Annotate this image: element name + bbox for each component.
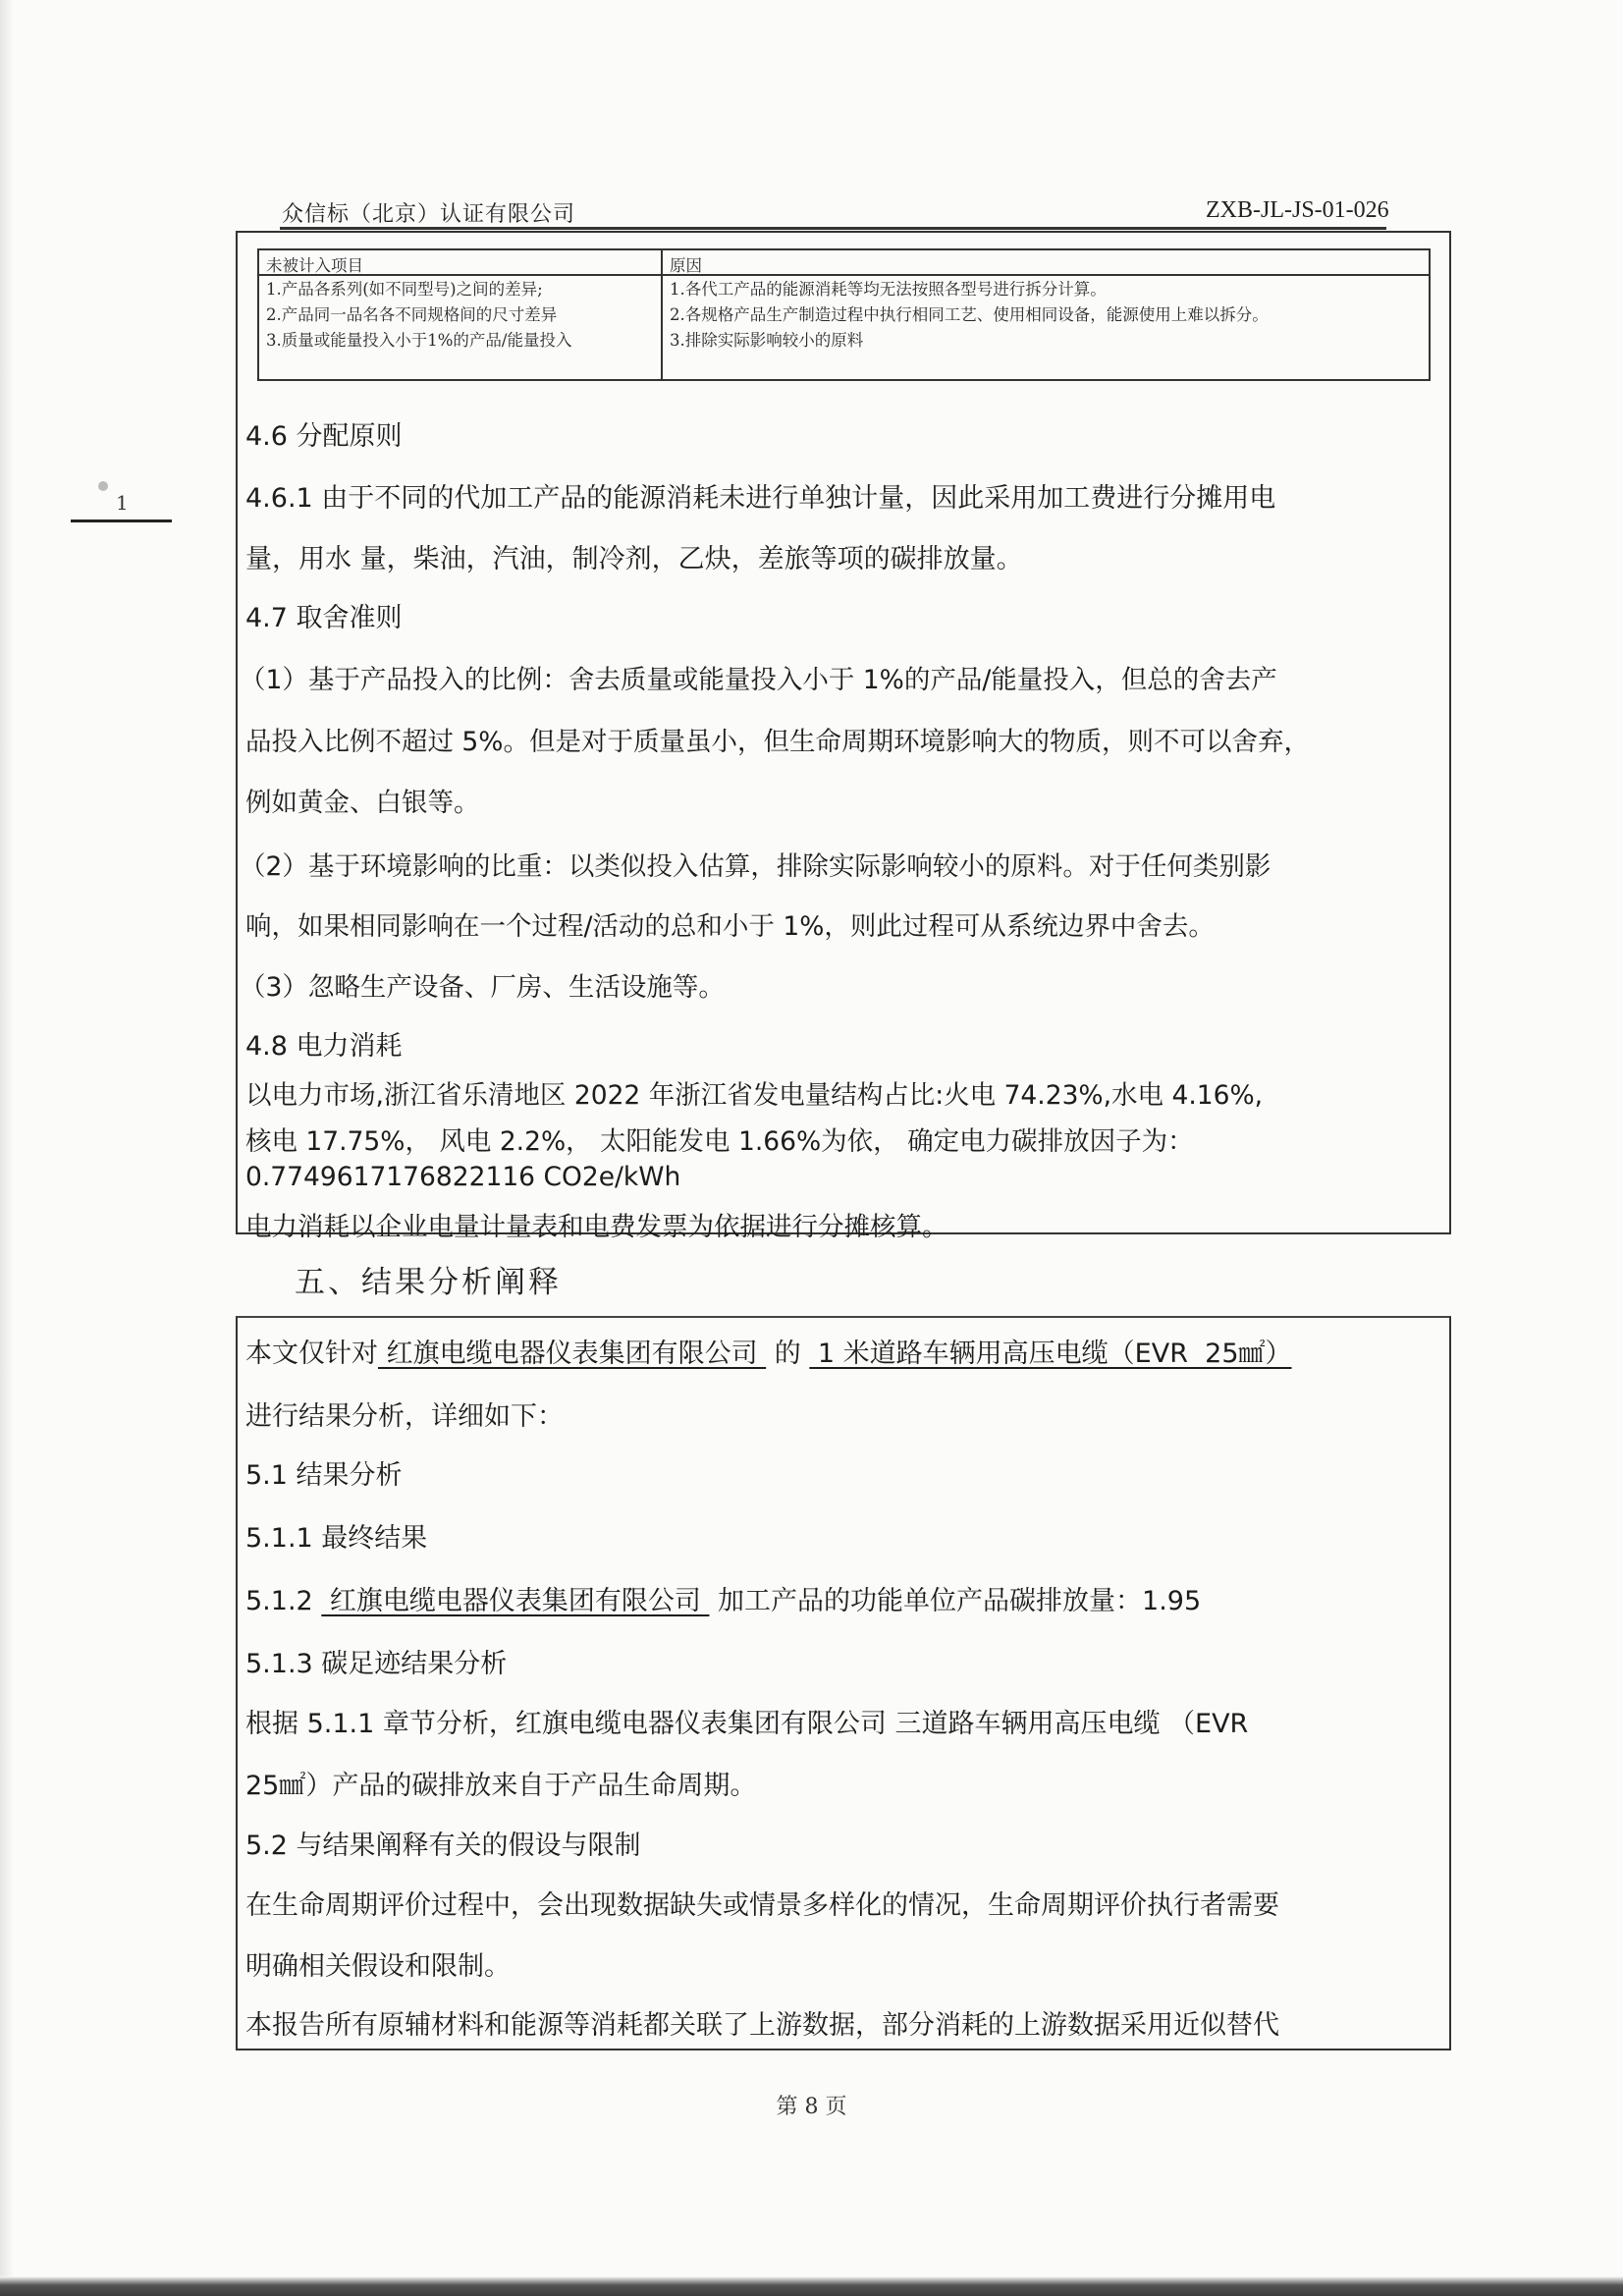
section-5-1-3-title: 5.1.3 碳足迹结果分析 bbox=[245, 1649, 508, 1679]
power-line2: 核电 17.75%， 风电 2.2%， 太阳能发电 1.66%为依， 确定电力碳排放因子为： bbox=[245, 1126, 1194, 1157]
table-row bbox=[266, 277, 571, 354]
section-5-1-title: 5.1 结果分析 bbox=[245, 1460, 403, 1491]
intro-mid: 的 bbox=[766, 1339, 810, 1369]
section-5-2-title: 5.2 与结果阐释有关的假设与限制 bbox=[245, 1831, 641, 1861]
table-cell-reason: 2.各规格产品生产制造过程中执行相同工艺、使用相同设备，能源使用上难以拆分。 bbox=[670, 305, 1269, 324]
table-header-reason: 原因 bbox=[670, 256, 702, 275]
header-rule bbox=[280, 227, 1386, 230]
table-cell-item: 3.质量或能量投入小于1%的产品/能量投入 bbox=[266, 331, 572, 350]
criterion-1-line1: （1）基于产品投入的比例：舍去质量或能量投入小于 1%的产品/能量投入，但总的舍去产 bbox=[240, 665, 1277, 695]
section-5-1-1-title: 5.1.1 最终结果 bbox=[245, 1523, 428, 1554]
section-5-2-line3: 本报告所有原辅材料和能源等消耗都关联了上游数据，部分消耗的上游数据采用近似替代 bbox=[245, 2010, 1279, 2041]
scan-bottom-shadow bbox=[0, 2276, 1623, 2296]
section-5-2-line1: 在生命周期评价过程中，会出现数据缺失或情景多样化的情况，生命周期评价执行者需要 bbox=[245, 1890, 1279, 1921]
margin-mark-number: 1 bbox=[116, 491, 129, 515]
intro-company-underlined: 红旗电缆电器仪表集团有限公司 bbox=[378, 1339, 767, 1369]
intro-prefix: 本文仅针对 bbox=[245, 1339, 378, 1369]
section-4-6-1-line2: 量，用水 量，柴油，汽油，制冷剂，乙炔，差旅等项的碳排放量。 bbox=[245, 544, 1023, 574]
exclusion-table bbox=[257, 248, 1431, 381]
table-header-excluded-items: 未被计入项目 bbox=[266, 256, 363, 275]
criterion-2-line1: （2）基于环境影响的比重：以类似投入估算，排除实际影响较小的原料。对于任何类别影 bbox=[240, 851, 1271, 882]
binding-hole-icon bbox=[98, 481, 108, 491]
scan-edge-shadow bbox=[0, 0, 14, 2296]
criterion-1-line2: 品投入比例不超过 5%。但是对于质量虽小，但生命周期环境影响大的物质，则不可以舍弃， bbox=[245, 727, 1310, 757]
header-doc-code: ZXB-JL-JS-01-026 bbox=[1206, 197, 1389, 223]
section5-intro-line1 bbox=[245, 1332, 1292, 1370]
header-company: 众信标（北京）认证有限公司 bbox=[282, 202, 576, 227]
section-4-8-title: 4.8 电力消耗 bbox=[245, 1031, 403, 1062]
power-line4: 电力消耗以企业电量计量表和电费发票为依据进行分摊核算。 bbox=[245, 1212, 948, 1242]
table-cell-item: 1.产品各系列(如不同型号)之间的差异; bbox=[266, 280, 543, 299]
table-cell-reason: 1.各代工产品的能源消耗等均无法按照各型号进行拆分计算。 bbox=[670, 280, 1107, 299]
page-number: 第 8 页 bbox=[776, 2095, 847, 2119]
section-4-6-title: 4.6 分配原则 bbox=[245, 421, 403, 452]
section-4-6-1-line1: 4.6.1 由于不同的代加工产品的能源消耗未进行单独计量，因此采用加工费进行分摊用电 bbox=[245, 483, 1276, 514]
section5-intro-line2: 进行结果分析，详细如下： bbox=[245, 1401, 564, 1432]
margin-mark-rule bbox=[71, 519, 172, 522]
power-line1: 以电力市场,浙江省乐清地区 2022 年浙江省发电量结构占比:火电 74.23%,水电 4.16%, bbox=[245, 1080, 1264, 1111]
table-cell-item: 2.产品同一品名各不同规格间的尺寸差异 bbox=[266, 305, 558, 324]
s512-prefix: 5.1.2 bbox=[245, 1586, 322, 1616]
section-5-1-2-line bbox=[245, 1579, 1201, 1617]
table-cell-reason: 3.排除实际影响较小的原料 bbox=[670, 331, 864, 350]
table-header-row bbox=[259, 250, 1429, 276]
criterion-3-line1: （3）忽略生产设备、厂房、生活设施等。 bbox=[240, 972, 725, 1003]
criterion-1-line3: 例如黄金、白银等。 bbox=[245, 788, 480, 818]
table-row bbox=[670, 277, 1269, 354]
s512-result-value: 加工产品的功能单位产品碳排放量：1.95 bbox=[709, 1586, 1202, 1616]
s512-company-underlined: 红旗电缆电器仪表集团有限公司 bbox=[321, 1586, 710, 1616]
power-emission-factor: 0.7749617176822116 CO2e/kWh bbox=[245, 1162, 681, 1192]
criterion-2-line2: 响，如果相同影响在一个过程/活动的总和小于 1%，则此过程可从系统边界中舍去。 bbox=[245, 911, 1215, 942]
section-5-heading: 五、结果分析阐释 bbox=[295, 1265, 562, 1300]
intro-product-underlined: 1 米道路车辆用高压电缆（EVR 25㎟） bbox=[809, 1339, 1292, 1369]
section-5-1-3-line1: 根据 5.1.1 章节分析，红旗电缆电器仪表集团有限公司 三道路车辆用高压电缆 （EVR bbox=[245, 1709, 1249, 1739]
section-5-1-3-line2: 25㎟）产品的碳排放来自于产品生命周期。 bbox=[245, 1771, 757, 1801]
section-4-7-title: 4.7 取舍准则 bbox=[245, 603, 403, 633]
table-column-divider bbox=[661, 250, 663, 379]
section-5-2-line2: 明确相关假设和限制。 bbox=[245, 1951, 511, 1982]
